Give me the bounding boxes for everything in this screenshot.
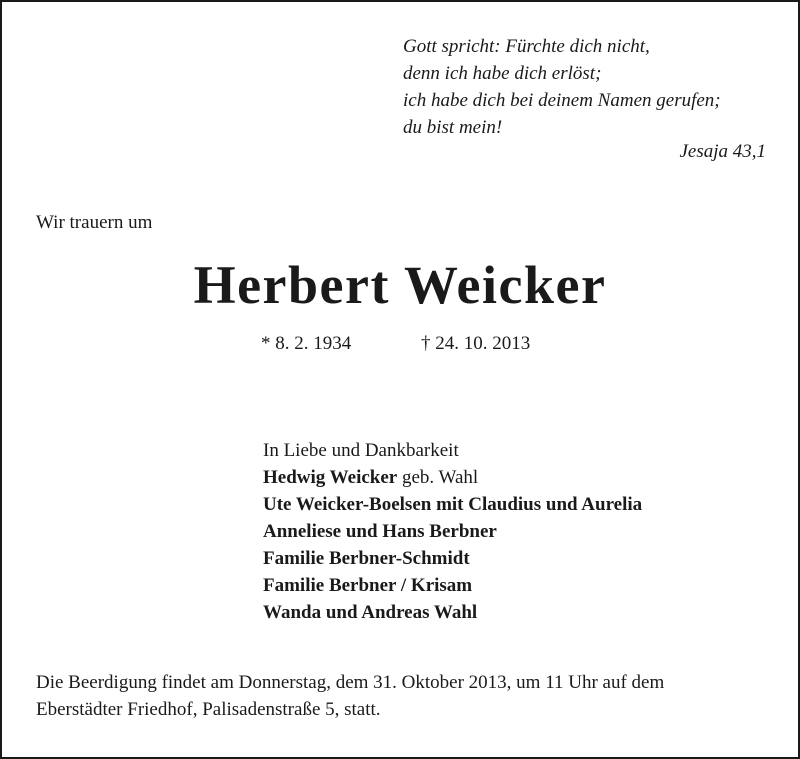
family-member xyxy=(263,572,642,599)
death-date: † 24. 10. 2013 xyxy=(421,333,531,354)
family-heading: In Liebe und Dankbarkeit xyxy=(263,440,459,461)
family-member xyxy=(263,545,642,572)
family-member-name: Wanda und Andreas Wahl xyxy=(263,602,478,623)
family-member-name: Hedwig Weicker xyxy=(263,467,398,488)
family-member xyxy=(263,464,642,491)
family-member-name: Familie Berbner / Krisam xyxy=(263,575,473,596)
family-member-name: Anneliese und Hans Berbner xyxy=(263,521,497,542)
birth-date: * 8. 2. 1934 xyxy=(261,333,352,354)
verse-reference: Jesaja 43,1 xyxy=(679,141,766,162)
funeral-line: Eberstädter Friedhof, Palisadenstraße 5, statt. xyxy=(36,699,381,720)
funeral-line: Die Beerdigung findet am Donnerstag, dem 31. Oktober 2013, um 11 Uhr auf dem xyxy=(36,672,665,693)
family-member xyxy=(263,518,642,545)
family-member-name: Familie Berbner-Schmidt xyxy=(263,548,470,569)
verse-line: du bist mein! xyxy=(403,117,503,138)
verse-line: ich habe dich bei deinem Namen gerufen; xyxy=(403,90,721,111)
family-signatures xyxy=(263,437,642,626)
funeral-info xyxy=(36,669,776,723)
mourning-intro: Wir trauern um xyxy=(36,212,153,233)
family-member xyxy=(263,491,642,518)
family-member-note: geb. Wahl xyxy=(397,467,479,488)
verse-line: Gott spricht: Fürchte dich nicht, xyxy=(403,36,650,57)
bible-verse xyxy=(403,33,773,141)
family-member xyxy=(263,599,642,626)
verse-line: denn ich habe dich erlöst; xyxy=(403,63,602,84)
deceased-name: Herbert Weicker xyxy=(193,255,607,315)
family-member-name: Ute Weicker-Boelsen mit Claudius und Aurelia xyxy=(263,494,643,515)
